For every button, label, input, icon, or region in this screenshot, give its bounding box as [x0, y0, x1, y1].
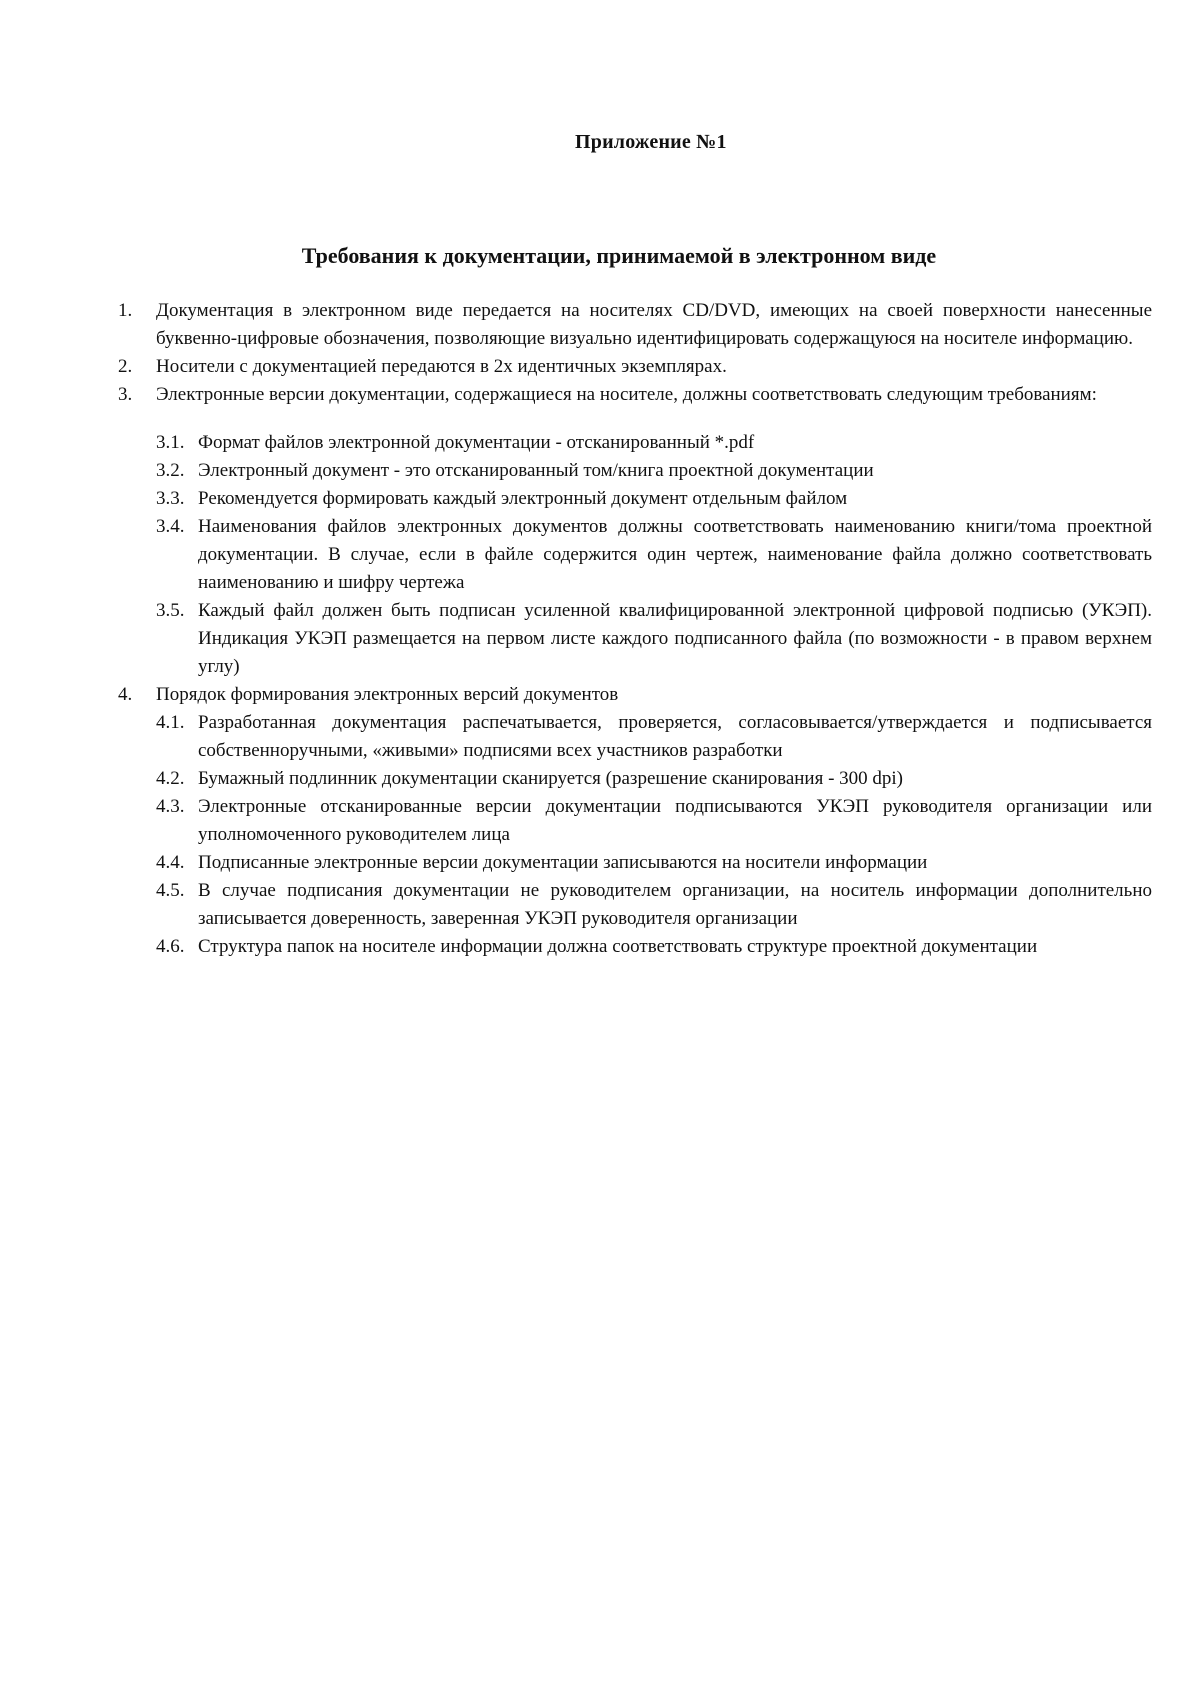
list-item-4-1 [156, 709, 1152, 765]
item-number: 4.2. [156, 768, 185, 789]
list-item-3-2 [156, 457, 1152, 485]
item-number: 4.6. [156, 936, 185, 957]
item-number: 3.1. [156, 432, 185, 453]
item-text: Подписанные электронные версии документации записываются на носители информации [198, 852, 928, 873]
list-item-1 [118, 297, 1152, 353]
item-number: 3.2. [156, 460, 185, 481]
item-text: Наименования файлов электронных документов должны соответствовать наименованию книги/тома проектной документации. В случае, если в файле содержится один чертеж, наименование файла должно соответствовать наименованию и шифру чертежа [198, 516, 1152, 593]
item-text: Каждый файл должен быть подписан усиленной квалифицированной электронной цифровой подписью (УКЭП). Индикация УКЭП размещается на первом листе каждого подписанного файла (по возможности - в правом верхнем углу) [198, 600, 1152, 677]
item-text: Электронный документ - это отсканированный том/книга проектной документации [198, 460, 874, 481]
item-text: Электронные версии документации, содержащиеся на носителе, должны соответствовать следующим требованиям: [156, 384, 1097, 405]
list-item-4-3 [156, 793, 1152, 849]
list-item-3-3 [156, 485, 1152, 513]
item-number: 4.1. [156, 712, 185, 733]
item-text: В случае подписания документации не руководителем организации, на носитель информации дополнительно записывается доверенность, заверенная УКЭП руководителя организации [198, 880, 1152, 929]
document-title: Требования к документации, принимаемой в электронном виде [301, 243, 937, 268]
item-number: 4.5. [156, 880, 185, 901]
item-number: 4. [118, 684, 133, 705]
item-number: 3.3. [156, 488, 185, 509]
list-item-3 [118, 381, 1152, 409]
requirements-list [118, 297, 1152, 961]
list-item-3-4 [156, 513, 1152, 597]
list-item-4-4 [156, 849, 1152, 877]
item-text: Электронные отсканированные версии документации подписываются УКЭП руководителя организации или уполномоченного руководителем лица [198, 796, 1152, 845]
item-number: 4.4. [156, 852, 185, 873]
list-item-4-2 [156, 765, 1152, 793]
sub-list-3 [156, 429, 1152, 681]
item-text: Документация в электронном виде передается на носителях CD/DVD, имеющих на своей поверхности нанесенные буквенно-цифровые обозначения, позволяющие визуально идентифицировать содержащуюся на носителе информацию. [156, 300, 1152, 349]
list-item-3-1 [156, 429, 1152, 457]
list-item-4 [118, 681, 1152, 709]
item-text: Разработанная документация распечатывается, проверяется, согласовывается/утверждается и подписывается собственноручными, «живыми» подписями всех участников разработки [198, 712, 1152, 761]
sub-list-4 [156, 709, 1152, 961]
item-text: Порядок формирования электронных версий документов [156, 684, 619, 705]
item-text: Носители с документацией передаются в 2х идентичных экземплярах. [156, 356, 727, 377]
appendix-label: Приложение №1 [575, 131, 727, 153]
item-text: Рекомендуется формировать каждый электронный документ отдельным файлом [198, 488, 848, 509]
item-number: 4.3. [156, 796, 185, 817]
list-item-2 [118, 353, 1152, 381]
item-number: 3.4. [156, 516, 185, 537]
list-item-3-5 [156, 597, 1152, 681]
item-number: 2. [118, 356, 133, 377]
item-text: Бумажный подлинник документации сканируется (разрешение сканирования - 300 dpi) [198, 768, 904, 789]
item-text: Структура папок на носителе информации должна соответствовать структуре проектной документации [198, 936, 1038, 957]
list-item-4-6 [156, 933, 1152, 961]
item-text: Формат файлов электронной документации - отсканированный *.pdf [198, 432, 755, 453]
item-number: 3. [118, 384, 133, 405]
list-item-4-5 [156, 877, 1152, 933]
item-number: 1. [118, 300, 133, 321]
item-number: 3.5. [156, 600, 185, 621]
